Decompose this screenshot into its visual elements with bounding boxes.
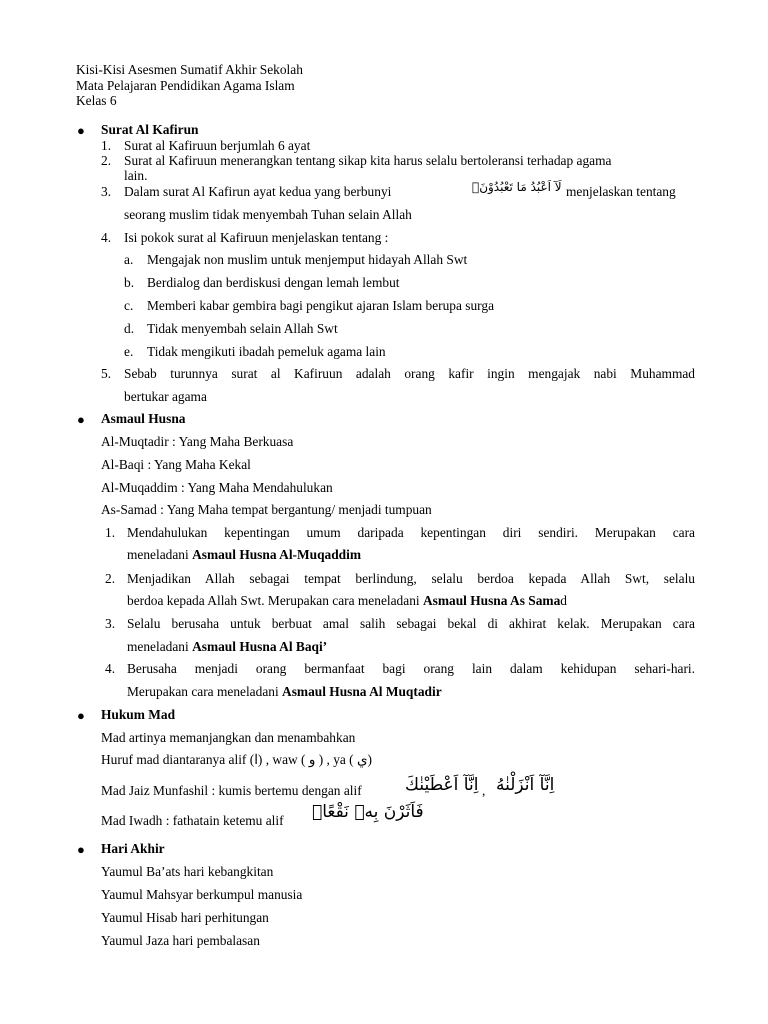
list-number: 2. (105, 571, 116, 586)
list-number: 3. (105, 616, 116, 631)
sublist-item: Tidak menyembah selain Allah Swt (147, 321, 338, 336)
list-item: Selalu berusaha untuk berbuat amal salih sebagai bekal di akhirat kelak. Merupakan cara (127, 616, 695, 631)
list-number: 3. (101, 184, 112, 199)
definition: As-Samad : Yang Maha tempat bergantung/ menjadi tumpuan (101, 502, 432, 517)
section-title-mad: Hukum Mad (101, 707, 176, 722)
arabic-example: اِنَّآ اَعْطَيْنٰكَ (405, 775, 479, 795)
list-item-continuation: meneladani Asmaul Husna Al Baqi’ (127, 639, 328, 654)
sublist-letter: e. (124, 344, 134, 359)
sublist-item: Memberi kabar gembira bagi pengikut ajaran Islam berupa surga (147, 298, 495, 313)
hari-akhir-item: Yaumul Hisab hari perhitungan (101, 910, 269, 925)
header-title: Kisi-Kisi Asesmen Sumatif Akhir Sekolah (76, 62, 303, 77)
section-title-asmaul: Asmaul Husna (101, 411, 186, 426)
list-number: 4. (105, 661, 116, 676)
bullet-icon: ● (77, 123, 85, 138)
hari-akhir-item: Yaumul Mahsyar berkumpul manusia (101, 887, 303, 902)
sublist-letter: b. (124, 275, 135, 290)
list-item-continuation: berdoa kepada Allah Swt. Merupakan cara meneladani Asmaul Husna As Samad (127, 593, 567, 608)
bullet-icon: ● (77, 708, 85, 723)
hari-akhir-item: Yaumul Ba’ats hari kebangkitan (101, 864, 274, 879)
list-item-continuation: bertukar agama (124, 389, 207, 404)
document-header (76, 62, 303, 109)
header-subject: Mata Pelajaran Pendidikan Agama Islam (76, 77, 295, 93)
list-item: Surat al Kafiruun menerangkan tentang sikap kita harus selalu bertoleransi terhadap agama (124, 153, 612, 168)
list-number: 1. (101, 138, 112, 153)
list-number: 5. (101, 366, 112, 381)
list-number: 4. (101, 230, 112, 245)
list-number: 1. (105, 525, 116, 540)
list-item-continuation: meneladani Asmaul Husna Al-Muqaddim (127, 547, 361, 562)
list-item: Menjadikan Allah sebagai tempat berlindung, selalu berdoa kepada Allah Swt, selalu (127, 571, 695, 586)
sublist-item: Berdialog dan berdiskusi dengan lemah lembut (147, 275, 400, 290)
hari-akhir-item: Yaumul Jaza hari pembalasan (101, 933, 260, 948)
bullet-icon: ● (77, 412, 85, 427)
sublist-letter: a. (124, 252, 134, 267)
list-number: 2. (101, 153, 112, 168)
bold-name: Asmaul Husna Al-Muqaddim (192, 547, 361, 562)
list-item-continuation: seorang muslim tidak menyembah Tuhan selain Allah (124, 207, 412, 222)
list-item: Surat al Kafiruun berjumlah 6 ayat (124, 138, 311, 153)
mad-definition: Mad artinya memanjangkan dan menambahkan (101, 730, 356, 745)
sublist-letter: d. (124, 321, 135, 336)
sublist-item: Mengajak non muslim untuk menjemput hidayah Allah Swt (147, 252, 468, 267)
mad-letters: Huruf mad diantaranya alif (ا) , waw ( و ) , ya ( ي) (101, 752, 372, 767)
bold-name: Asmaul Husna Al Baqi’ (192, 639, 328, 654)
section-title-akhir: Hari Akhir (101, 841, 165, 856)
separator: , (482, 783, 486, 798)
list-item-pre: Dalam surat Al Kafirun ayat kedua yang berbunyi (124, 184, 392, 199)
list-item-continuation: lain. (124, 168, 148, 183)
mad-jaiz-label: Mad Jaiz Munfashil : kumis bertemu dengan alif (101, 783, 362, 798)
arabic-example: فَاَثَرْنَ بِهٖ نَقْعًاۙ (312, 802, 424, 822)
definition: Al-Baqi : Yang Maha Kekal (101, 457, 251, 472)
definition: Al-Muqaddim : Yang Maha Mendahulukan (101, 480, 333, 495)
bold-name: Asmaul Husna As Sama (422, 593, 561, 608)
mad-iwadh-label: Mad Iwadh : fathatain ketemu alif (101, 813, 284, 828)
arabic-example: اِنَّآ اَنْزَلْنٰهُ (496, 775, 555, 795)
header-grade: Kelas 6 (76, 93, 117, 108)
bold-name: Asmaul Husna Al Muqtadir (282, 684, 442, 699)
sublist-item: Tidak mengikuti ibadah pemeluk agama lain (147, 344, 386, 359)
list-item-post: menjelaskan tentang (566, 184, 676, 199)
section-title-kafirun: Surat Al Kafirun (101, 122, 199, 137)
definition: Al-Muqtadir : Yang Maha Berkuasa (101, 434, 294, 449)
list-item: Isi pokok surat al Kafiruun menjelaskan tentang : (124, 230, 389, 245)
bullet-icon: ● (77, 842, 85, 857)
sublist-letter: c. (124, 298, 134, 313)
list-item-continuation: Merupakan cara meneladani Asmaul Husna Al Muqtadir (127, 684, 442, 699)
list-item: Mendahulukan kepentingan umum daripada kepentingan diri sendiri. Merupakan cara (127, 525, 695, 540)
list-item: Sebab turunnya surat al Kafiruun adalah orang kafir ingin mengajak nabi Muhammad (124, 366, 695, 381)
arabic-verse: لَآ اَعْبُدُ مَا تَعْبُدُوْنَۙ (472, 180, 562, 194)
list-item: Berusaha menjadi orang bermanfaat bagi orang lain dalam kehidupan sehari-hari. (127, 661, 695, 676)
